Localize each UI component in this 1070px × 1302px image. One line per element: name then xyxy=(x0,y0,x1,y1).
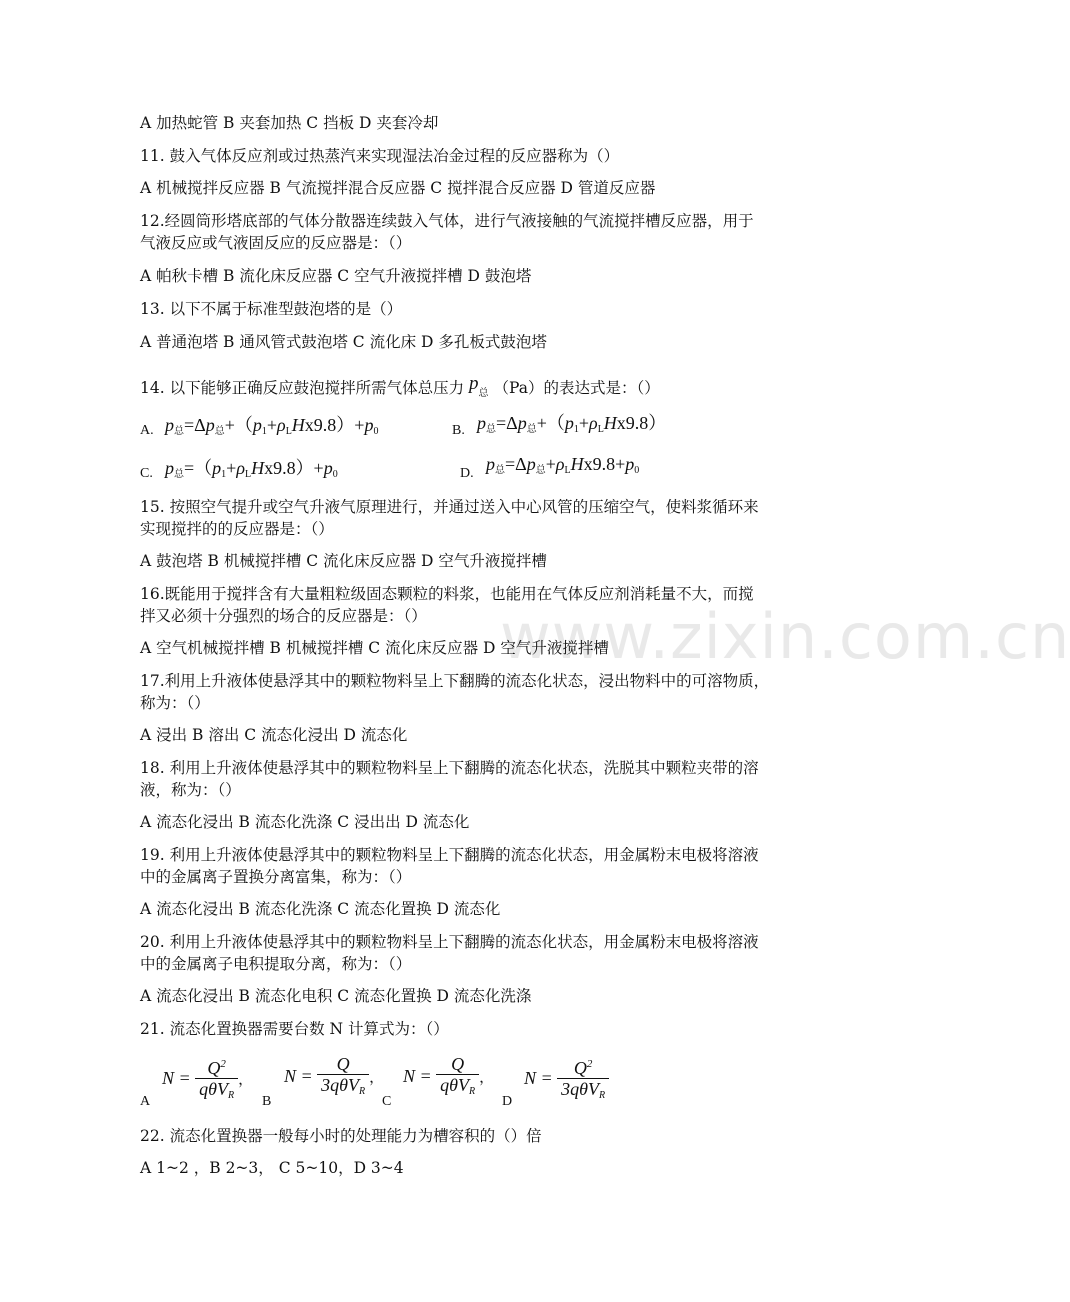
q14-text-pre: 14. 以下能够正确反应鼓泡搅拌所需气体总压力 xyxy=(140,379,465,397)
q14-option-b-label: B. xyxy=(452,423,465,438)
q21-text: 21. 流态化置换器需要台数 N 计算式为：（） xyxy=(140,1020,449,1038)
q21-option-b-formula: N = $\frac{Q}{3q\theta V_R}$ ， xyxy=(284,1054,384,1102)
q21-option-b-label: B xyxy=(262,1094,272,1109)
q14-option-b-formula: $p_总=\Delta p_总+(p_1+\rho_LHx9.8)$ xyxy=(477,413,667,435)
q18-options: A 流态化浸出 B 流态化洗涤 C 浸出出 D 流态化 xyxy=(140,813,470,831)
q19-options: A 流态化浸出 B 流态化洗涤 C 流态化置换 D 流态化 xyxy=(140,900,501,918)
q14-text xyxy=(140,374,790,404)
q14-symbol-sub: 总 xyxy=(478,388,489,399)
q14-option-a-label: A. xyxy=(140,423,154,438)
q12-text-line2: 气液反应或气液固反应的反应器是：（） xyxy=(140,234,412,252)
q11-text: 11. 鼓入气体反应剂或过热蒸汽来实现湿法冶金过程的反应器称为（） xyxy=(140,147,620,165)
q17-text-line2: 称为：（） xyxy=(140,694,210,712)
q21-option-a-formula: N = $\frac{Q^2}{q\theta V_R}$ ， xyxy=(162,1054,253,1106)
q15-text-line2: 实现搅拌的的反应器是：（） xyxy=(140,520,334,538)
q14-text-post: （Pa）的表达式是：（） xyxy=(493,379,660,397)
q14-option-c-formula: $p_总=(p_1+\rho_LHx9.8)+p_0$ xyxy=(165,458,338,480)
q10-options: A 加热蛇管 B 夹套加热 C 挡板 D 夹套冷却 xyxy=(140,114,439,132)
q21-option-c-formula: N = $\frac{Q}{q\theta V_R}$ ， xyxy=(403,1054,494,1102)
q14-option-d-label: D. xyxy=(460,466,474,481)
q15-text-line1: 15. 按照空气提升或空气升液气原理进行，并通过送入中心风管的压缩空气，使料浆循环来 xyxy=(140,498,759,516)
watermark: www.zixin.com.cn xyxy=(500,600,1070,673)
q21-option-d-formula: N = $\frac{Q^2}{3q\theta V_R}$ xyxy=(524,1054,609,1106)
q21-option-a-label: A xyxy=(140,1094,151,1109)
q14-option-d-formula: $p_总=\Delta p_总+\rho_LHx9.8+p_0$ xyxy=(486,454,640,476)
q20-options: A 流态化浸出 B 流态化电积 C 流态化置换 D 流态化洗涤 xyxy=(140,987,532,1005)
q14-option-a-formula: $p_总=\Delta p_总+(p_1+\rho_LHx9.8)+p_0$ xyxy=(165,415,379,437)
q12-text-line1: 12.经圆筒形塔底部的气体分散器连续鼓入气体，进行气液接触的气流搅拌槽反应器，用于 xyxy=(140,212,754,230)
q13-text: 13. 以下不属于标准型鼓泡塔的是（） xyxy=(140,300,403,318)
q19-text-line2: 中的金属离子置换分离富集，称为：（） xyxy=(140,868,412,886)
q15-options: A 鼓泡塔 B 机械搅拌槽 C 流化床反应器 D 空气升液搅拌槽 xyxy=(140,552,547,570)
q16-text-line1: 16.既能用于搅拌含有大量粗粒级固态颗粒的料浆，也能用在气体反应剂消耗量不大，而搅 xyxy=(140,585,754,603)
q19-text-line1: 19. 利用上升液体使悬浮其中的颗粒物料呈上下翻腾的流态化状态，用金属粉末电极将溶液 xyxy=(140,846,759,864)
q16-options: A 空气机械搅拌槽 B 机械搅拌槽 C 流化床反应器 D 空气升液搅拌槽 xyxy=(140,639,609,657)
q16-text-line2: 拌又必须十分强烈的场合的反应器是：（） xyxy=(140,607,427,625)
q12-options: A 帕秋卡槽 B 流化床反应器 C 空气升液搅拌槽 D 鼓泡塔 xyxy=(140,267,532,285)
q18-text-line2: 液，称为：（） xyxy=(140,781,241,799)
q20-text-line1: 20. 利用上升液体使悬浮其中的颗粒物料呈上下翻腾的流态化状态，用金属粉末电极将溶液 xyxy=(140,933,759,951)
q18-text-line1: 18. 利用上升液体使悬浮其中的颗粒物料呈上下翻腾的流态化状态，洗脱其中颗粒夹带的溶 xyxy=(140,759,759,777)
q13-options: A 普通泡塔 B 通风管式鼓泡塔 C 流化床 D 多孔板式鼓泡塔 xyxy=(140,333,547,351)
q17-text-line1: 17.利用上升液体使悬浮其中的颗粒物料呈上下翻腾的流态化状态，浸出物料中的可溶物质， xyxy=(140,672,770,690)
q21-option-c-label: C xyxy=(382,1094,392,1109)
q21-option-d-label: D xyxy=(502,1094,513,1109)
q20-text-line2: 中的金属离子电积提取分离，称为：（） xyxy=(140,955,412,973)
q14-symbol: p xyxy=(469,373,479,394)
q22-text: 22. 流态化置换器一般每小时的处理能力为槽容积的（）倍 xyxy=(140,1127,542,1145)
q14-option-c-label: C. xyxy=(140,466,153,481)
q11-options: A 机械搅拌反应器 B 气流搅拌混合反应器 C 搅拌混合反应器 D 管道反应器 xyxy=(140,179,656,197)
q17-options: A 浸出 B 溶出 C 流态化浸出 D 流态化 xyxy=(140,726,408,744)
q22-options: A 1~2 ，B 2~3， C 5~10，D 3~4 xyxy=(140,1159,404,1177)
